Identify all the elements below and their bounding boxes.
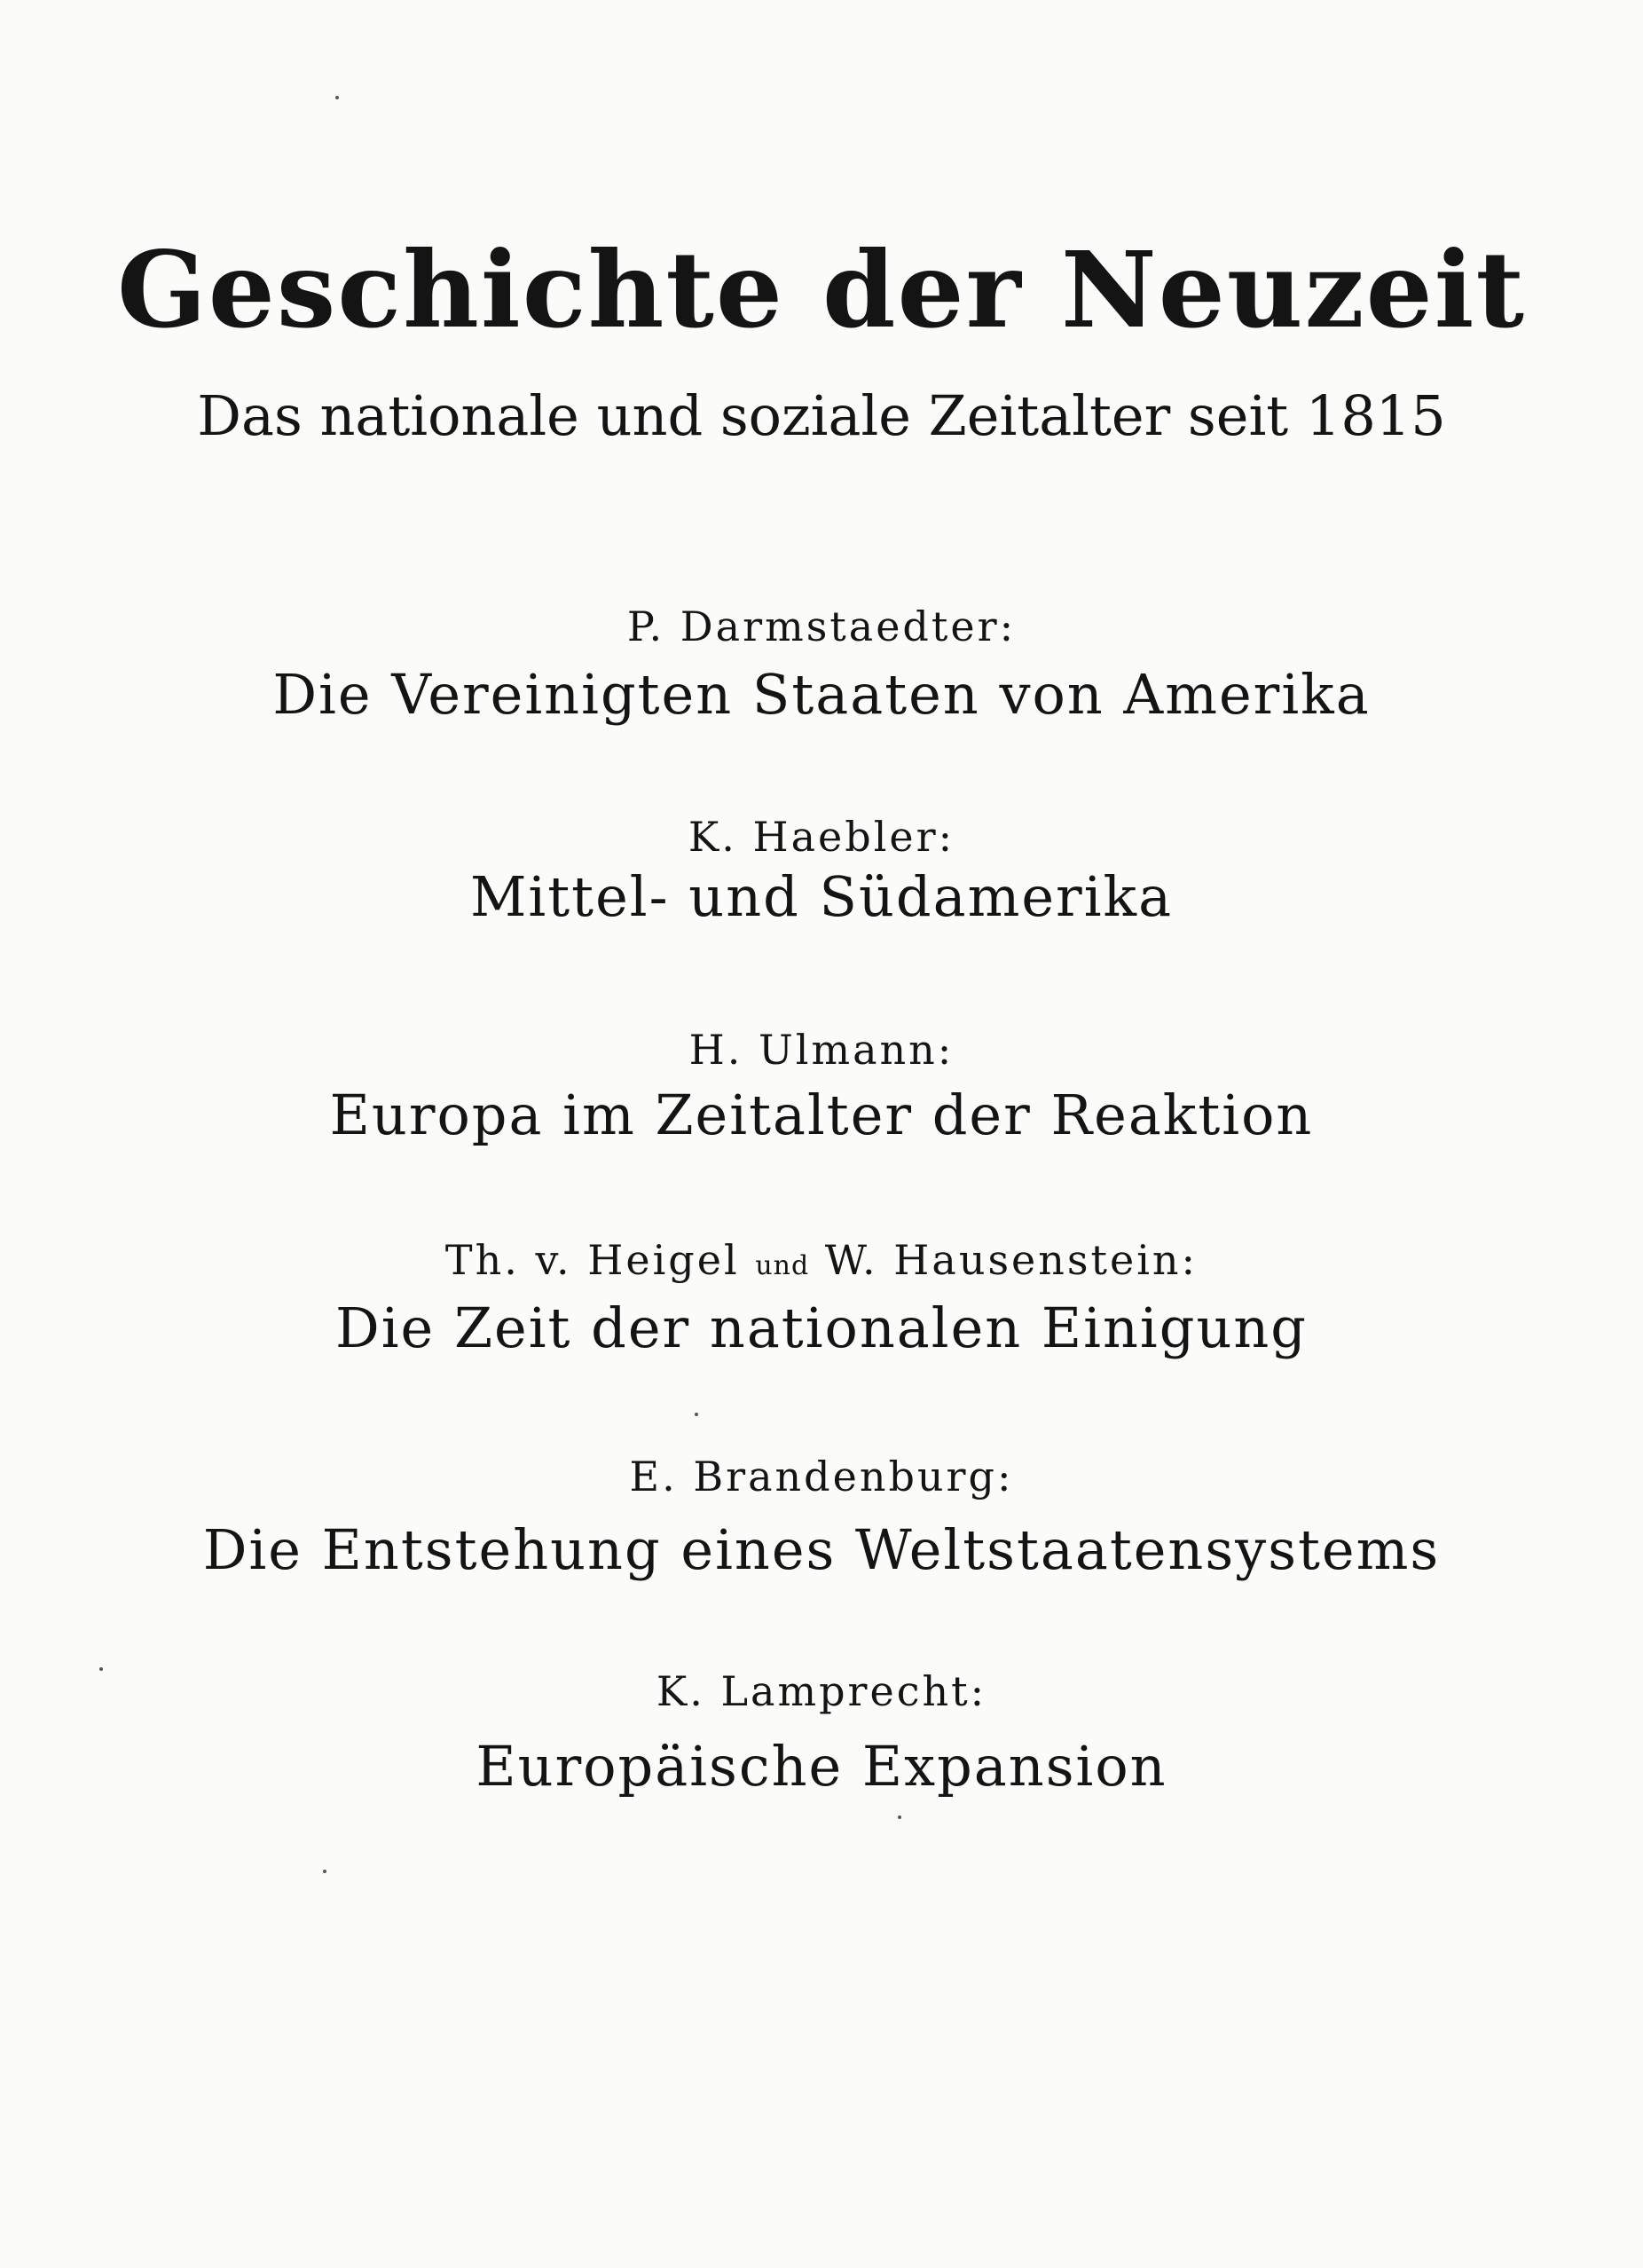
paper-speck xyxy=(898,1815,901,1819)
paper-speck xyxy=(99,1667,103,1671)
paper-speck xyxy=(323,1870,326,1873)
entry-author-group xyxy=(0,1236,1643,1284)
entry-author: P. Darmstaedter: xyxy=(626,602,1017,650)
paper-speck xyxy=(335,96,339,99)
entry-work: Mittel- und Südamerika xyxy=(469,864,1174,929)
entry-author: E. Brandenburg: xyxy=(629,1453,1014,1500)
page-subtitle: Das nationale und soziale Zeitalter seit 1815 xyxy=(197,383,1446,448)
entry-author: K. Lamprecht: xyxy=(656,1667,987,1715)
paper-speck xyxy=(695,1413,698,1416)
entry-work: Die Vereinigten Staaten von Amerika xyxy=(272,662,1371,727)
entry-author: Th. v. Heigel xyxy=(444,1236,740,1284)
entry-author: K. Haebler: xyxy=(688,813,955,861)
page-title: Geschichte der Neuzeit xyxy=(116,228,1527,351)
entry-work: Die Entstehung eines Weltstaatensystems xyxy=(202,1517,1441,1582)
entry-author-conjunction: und xyxy=(755,1250,810,1281)
entry-author: W. Hausenstein: xyxy=(824,1236,1199,1284)
entry-author: H. Ulmann: xyxy=(688,1026,955,1074)
entry-work: Europa im Zeitalter der Reaktion xyxy=(329,1083,1314,1147)
entry-work: Die Zeit der nationalen Einigung xyxy=(335,1295,1308,1360)
entry-work: Europäische Expansion xyxy=(476,1734,1167,1799)
